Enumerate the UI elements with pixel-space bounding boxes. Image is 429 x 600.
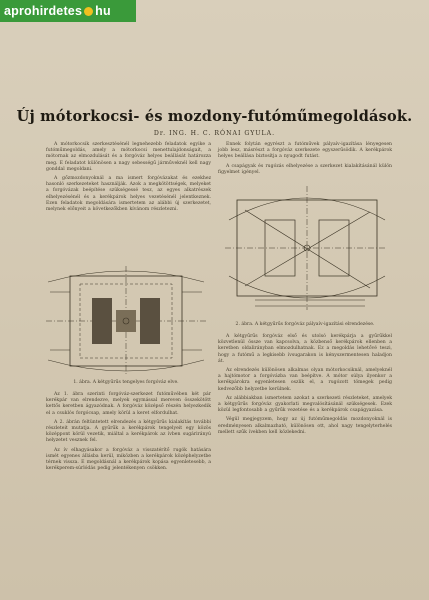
- figure-1-drawing: [40, 262, 212, 380]
- paragraph: Az elrendezés különösen alkalmas olyan mótorkocsiknál, amelyeknél a hajtómotor a forgóvázba van beépítve. A mótor súlya ilyenkor a kerékpárokra egyenletesen oszlik el, a rugózott tömegek pedig kedvezőbb helyzetbe kerülnek.: [218, 368, 392, 392]
- watermark-text-site: aprohirdetes: [4, 4, 83, 18]
- paragraph: A mótorkocsik szerkesztésénél legnehezebb feladatok egyike a futóműmegoldás, amely a mótorkocsi menettulajdonságait, a mótornak az elmozdulását és a forgóváz helyes beállását határozza meg. E feladatot különösen a nagy sebességű járműveknél kell nagy gonddal megoldani.: [46, 142, 211, 172]
- left-column-bottom: [46, 392, 211, 475]
- paragraph: Az ív elhagyásakor a forgóváz a visszatérítő rugók hatására ismét egyenes állásba kerül, miközben a kerékpárok középhelyzetbe térnek vissza. E megoldásnál a kerékpárok kopása egyenletesebb, a kerékperem-súrlódás pedig jelentékenyen csökken.: [46, 447, 211, 472]
- paragraph: A 2. ábrán feltüntetett elrendezés a kétgyűrűs kialakítás további részleteit mutatja. A gyűrűk a kerékpárok tengelyeit egy közös középpont körül vezetik, miáltal a kerékpárok az ívben sugárirányú helyzetet vesznek fel.: [46, 419, 211, 444]
- paragraph: A kétgyűrűs forgóváz első és utolsó kerékpárja a gyűrűkkel közvetlenül össze van kapcsolva, a közbenső kerékpárok ellenben a keretben oldalirányban elmozdulhatnak. Ez a megoldás lehetővé teszi, hogy a futómű a legkisebb ívsugarakon is kényszermentesen haladjon át.: [218, 334, 392, 364]
- left-column-top: [46, 142, 211, 216]
- figure-1-caption: 1. ábra. A kétgyűrűs tengelyes forgóváz elve.: [73, 380, 179, 385]
- right-column-top: [218, 142, 392, 179]
- watermark-text-tld: hu: [95, 4, 111, 18]
- paragraph: Ennek folytán egyrészt a futóművek pályaív-igazítása lényegesen jobb lesz, másrészt a forgóváz szerkezete egyszerűsödik. A kerékpárok helyes beállása biztosítja a nyugodt futást.: [218, 142, 392, 160]
- figure-2-caption: 2. ábra. A kétgyűrűs forgóváz pályaív-igazítási elrendezése.: [235, 322, 375, 327]
- paragraph: Végül megjegyzem, hogy az új futóműmegoldás mozdonyoknál is eredményesen alkalmazható, különösen ott, ahol nagy tengelyterhelés mellett szűk ívekben kell közlekedni.: [218, 417, 392, 435]
- article-title: Új mótorkocsi- és mozdony-futóműmegoldások.: [16, 108, 413, 125]
- paragraph: Az 1. ábra szerinti forgóváz-szerkezet futóművében két pár kerékpár van elrendezve, melyek egymással mereven összekötött kettős keretben ágyazódnak. A forgóváz középső részén helyezkedik el a csuklós forgócsap, amely körül a keret elfordulhat.: [46, 392, 211, 416]
- paragraph: Az alábbiakban ismertetem azokat a szerkezeti részleteket, amelyek a kétgyűrűs forgóváz gyakorlati megvalósításánál szükségesek. Ezek közül legfontosabb a gyűrűk vezetése és a kerékpárok csapágyazása.: [218, 395, 392, 414]
- paragraph: A csapágyak és rugózás elhelyezése a szerkezet kialakításánál külön figyelmet igényel.: [218, 163, 392, 175]
- paragraph: A gőzmozdonyoknál a ma ismert forgóvázakat és ezekhez hasonló szerkezeteket használják. Azok a megkötöttségek, melyeket a forgóvázak beépítése szükségessé tesz, az egyes alkatrészek elhelyezésénél és a kerékpárok helyes vezetésénél jelentkeznek. Ezen feladatok megoldására ismertetem az alábbi új szerkezetet, melynek előnyeit a következőkben kívánom részletezni.: [46, 176, 211, 213]
- right-column-bottom: [218, 334, 392, 439]
- watermark-dot-icon: [84, 7, 93, 16]
- watermark-logo: [0, 0, 136, 22]
- article-author: Dr. ING. H. C. RÓNAI GYULA.: [153, 130, 276, 137]
- figure-2-drawing: [215, 180, 393, 320]
